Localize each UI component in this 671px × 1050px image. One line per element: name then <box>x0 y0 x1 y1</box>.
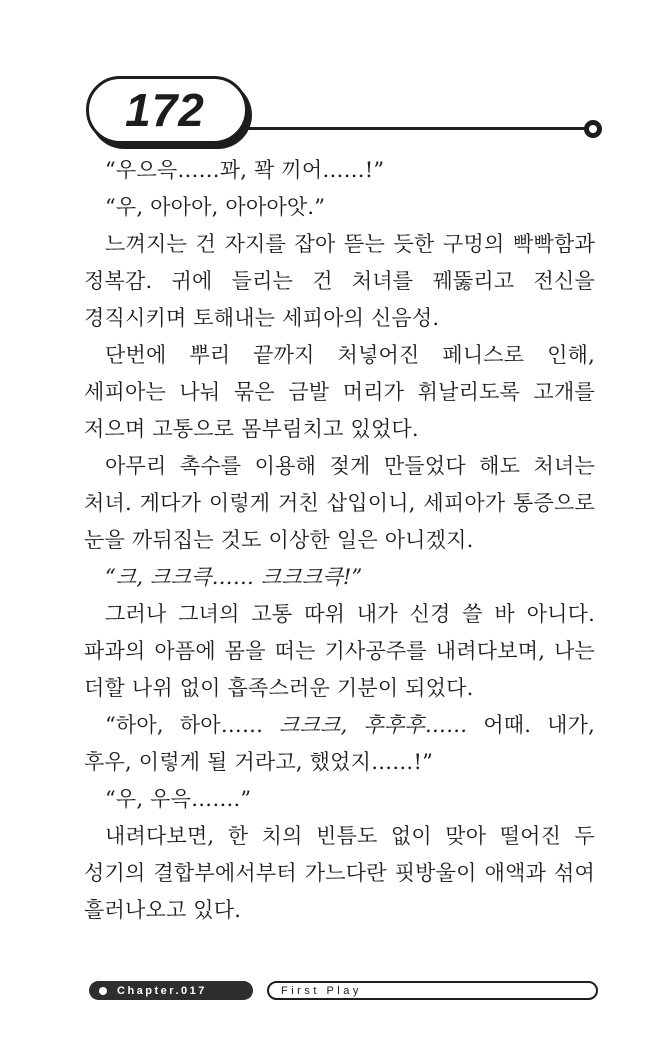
header-rule-end-ring-icon <box>584 120 602 138</box>
paragraph <box>84 781 595 818</box>
paragraph-segment: 그러나 그녀의 고통 따위 내가 신경 쓸 바 아니다. 파과의 아픔에 몸을 떠는 기사공주를 내려다보며, 나는 더할 나위 없이 흡족스러운 기분이 되었다. <box>84 602 595 700</box>
paragraph <box>84 226 595 337</box>
paragraph <box>84 152 595 189</box>
chapter-label: Chapter.017 <box>117 984 207 997</box>
paragraph <box>84 337 595 448</box>
paragraph-segment: “우, 아아아, 아아아앗.” <box>105 195 326 219</box>
paragraph-segment: 아무리 촉수를 이용해 젖게 만들었다 해도 처녀는 처녀. 게다가 이렇게 거친 삽입이니, 세피아가 통증으로 눈을 까뒤집는 것도 이상한 일은 아니겠지. <box>84 454 595 552</box>
paragraph <box>84 596 595 707</box>
paragraph-segment-italic: “크, 크크큭…… 크크크큭!” <box>105 565 363 589</box>
chapter-pill <box>89 981 253 1000</box>
paragraph-segment: 내려다보면, 한 치의 빈틈도 없이 맞아 떨어진 두 성기의 결합부에서부터 가느다란 핏방울이 애액과 섞여 흘러나오고 있다. <box>84 824 595 922</box>
chapter-bullet-icon <box>99 987 107 995</box>
paragraph <box>84 559 595 596</box>
paragraph <box>84 818 595 929</box>
paragraph <box>84 707 595 781</box>
page-number-badge <box>86 76 248 144</box>
paragraph-segment: “하아, 하아…… <box>105 713 280 737</box>
paragraph-segment-italic: 크크크, 후후후…… <box>279 713 468 737</box>
paragraph-segment: 어때. 내가, 후우, 이렇게 될 거라고, 했었지……!” <box>84 713 595 774</box>
section-pill <box>267 981 598 1000</box>
paragraph <box>84 189 595 226</box>
paragraph-segment: “우으윽……꽈, 꽉 끼어……!” <box>105 158 385 182</box>
section-label: First Play <box>281 984 362 997</box>
paragraph-segment: “우, 우윽…….” <box>105 787 252 811</box>
header-rule <box>243 127 586 130</box>
page-number: 172 <box>125 84 205 136</box>
paragraph <box>84 448 595 559</box>
paragraph-segment: 느껴지는 건 자지를 잡아 뜯는 듯한 구멍의 빡빡함과 정복감. 귀에 들리는 건 처녀를 꿰뚫리고 전신을 경직시키며 토해내는 세피아의 신음성. <box>84 232 595 330</box>
paragraph-segment: 단번에 뿌리 끝까지 처넣어진 페니스로 인해, 세피아는 나눠 묶은 금발 머리가 휘날리도록 고개를 저으며 고통으로 몸부림치고 있었다. <box>84 343 595 441</box>
body-text <box>84 152 595 929</box>
